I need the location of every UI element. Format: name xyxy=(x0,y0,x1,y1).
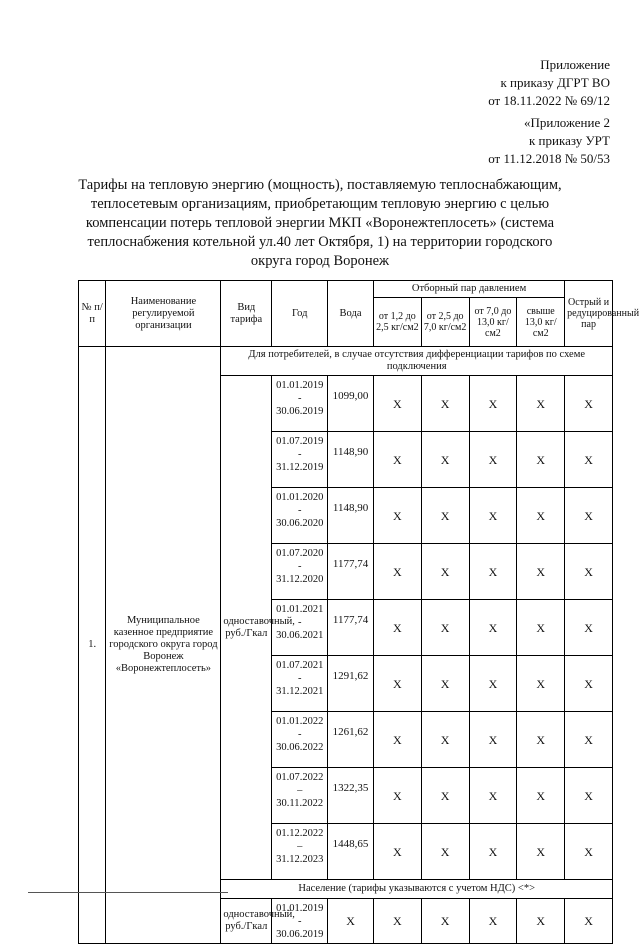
water-tariff: 1099,00 xyxy=(328,376,374,432)
na-mark: X xyxy=(421,768,469,824)
tariff-type: одноставочный, руб./Гкал xyxy=(221,376,272,880)
na-mark: X xyxy=(517,712,565,768)
period-cell xyxy=(272,656,328,712)
header-pressure-1: от 1,2 до 2,5 кг/см2 xyxy=(373,298,421,347)
org-name: Муниципальное казенное предприятие городского округа город Воронеж «Воронежтеплосеть» xyxy=(106,347,221,944)
na-mark: X xyxy=(469,600,517,656)
header-pressure-3: от 7,0 до 13,0 кг/см2 xyxy=(469,298,517,347)
na-mark: X xyxy=(517,768,565,824)
na-mark: X xyxy=(421,899,469,944)
period-cell xyxy=(272,768,328,824)
na-mark: X xyxy=(421,544,469,600)
na-mark: X xyxy=(517,824,565,880)
na-mark: X xyxy=(373,899,421,944)
na-mark: X xyxy=(469,376,517,432)
na-mark: X xyxy=(469,544,517,600)
na-mark: X xyxy=(517,656,565,712)
period-from: 01.07.2019 xyxy=(276,436,324,447)
header-num: № п/п xyxy=(79,281,106,347)
na-mark: X xyxy=(373,432,421,488)
na-mark: X xyxy=(373,600,421,656)
na-mark: X xyxy=(421,712,469,768)
water-tariff: 1291,62 xyxy=(328,656,374,712)
na-mark: X xyxy=(469,768,517,824)
water-tariff: 1148,90 xyxy=(328,488,374,544)
na-mark: X xyxy=(565,432,613,488)
water-tariff: 1448,65 xyxy=(328,824,374,880)
period-sep: - xyxy=(297,916,302,927)
period-cell xyxy=(272,600,328,656)
na-mark: X xyxy=(373,768,421,824)
header-tariff-type: Вид тарифа xyxy=(221,281,272,347)
na-mark: X xyxy=(565,712,613,768)
na-mark: X xyxy=(421,376,469,432)
na-mark: X xyxy=(565,600,613,656)
na-mark: X xyxy=(565,376,613,432)
section-consumers: Для потребителей, в случае отсутствия дифференциации тарифов по схеме подключения xyxy=(221,347,613,376)
water-tariff: 1177,74 xyxy=(328,544,374,600)
period-to: 31.12.2020 xyxy=(276,574,324,585)
appendix-line: Приложение xyxy=(540,57,610,72)
period-from: 01.07.2021 xyxy=(276,660,324,671)
period-from: 01.01.2022 xyxy=(276,716,324,727)
na-mark: X xyxy=(565,824,613,880)
appendix-line: от 11.12.2018 № 50/53 xyxy=(488,151,610,166)
na-mark: X xyxy=(421,488,469,544)
period-to: 30.06.2021 xyxy=(276,630,324,641)
na-mark: X xyxy=(469,432,517,488)
period-sep: - xyxy=(297,393,302,404)
row-number: 1. xyxy=(79,347,106,944)
period-to: 30.06.2020 xyxy=(276,518,324,529)
period-cell xyxy=(272,488,328,544)
na-mark: X xyxy=(517,600,565,656)
header-water: Вода xyxy=(328,281,374,347)
na-mark: X xyxy=(373,544,421,600)
period-cell xyxy=(272,712,328,768)
period-to: 30.06.2022 xyxy=(276,742,324,753)
period-from: 01.07.2022 xyxy=(276,772,324,783)
header-org: Наименование регулируемой организации xyxy=(106,281,221,347)
tariff-type: одноставочный, руб./Гкал xyxy=(221,899,272,944)
tariff-table xyxy=(78,280,640,944)
na-mark: X xyxy=(517,376,565,432)
appendix-header-1 xyxy=(488,56,610,110)
period-from: 01.01.2020 xyxy=(276,492,324,503)
section-population: Население (тарифы указываются с учетом НДС) <*> xyxy=(221,880,613,899)
period-sep: - xyxy=(297,673,302,684)
header-pressure-2: от 2,5 до 7,0 кг/см2 xyxy=(421,298,469,347)
period-to: 31.12.2021 xyxy=(276,686,324,697)
na-mark: X xyxy=(565,544,613,600)
na-mark: X xyxy=(373,656,421,712)
header-pressure-4: свыше 13,0 кг/см2 xyxy=(517,298,565,347)
header-steam-group: Отборный пар давлением xyxy=(373,281,564,298)
period-sep: – xyxy=(297,841,303,852)
appendix-line: к приказу УРТ xyxy=(528,133,610,148)
na-mark: X xyxy=(373,376,421,432)
na-mark: X xyxy=(517,432,565,488)
period-from: 01.01.2019 xyxy=(276,903,324,914)
na-mark: X xyxy=(421,432,469,488)
na-mark: X xyxy=(565,656,613,712)
na-mark: X xyxy=(421,600,469,656)
period-from: 01.01.2019 xyxy=(276,380,324,391)
na-mark: X xyxy=(565,488,613,544)
na-mark: X xyxy=(517,544,565,600)
water-tariff: 1261,62 xyxy=(328,712,374,768)
na-mark: X xyxy=(469,712,517,768)
period-to: 30.06.2019 xyxy=(276,406,324,417)
na-mark: X xyxy=(373,824,421,880)
header-year: Год xyxy=(272,281,328,347)
period-cell xyxy=(272,544,328,600)
period-cell xyxy=(272,824,328,880)
period-to: 30.06.2019 xyxy=(276,929,324,940)
water-tariff: 1177,74 xyxy=(328,600,374,656)
period-sep: - xyxy=(297,729,302,740)
document-title: Тарифы на тепловую энергию (мощность), поставляемую теплоснабжающим, теплосетевым организациям, приобретающим тепловую энергию с целью компенсации потерь тепловой энергии МКП «Воронежтеплосеть» (система теплоснабжения котельной ул.40 лет Октября, 1) на территории городского округа город Воронеж xyxy=(78,177,562,269)
na-mark: X xyxy=(373,712,421,768)
appendix-line: к приказу ДГРТ ВО xyxy=(500,75,610,90)
water-tariff: 1148,90 xyxy=(328,432,374,488)
period-cell xyxy=(272,899,328,944)
na-mark: X xyxy=(565,899,613,944)
na-mark: X xyxy=(517,899,565,944)
appendix-header-2 xyxy=(488,114,610,168)
period-from: 01.01.2021 xyxy=(276,604,324,615)
period-to: 31.12.2023 xyxy=(276,854,324,865)
period-sep: - xyxy=(297,617,302,628)
period-sep: - xyxy=(297,505,302,516)
appendix-line: «Приложение 2 xyxy=(523,115,610,130)
appendix-line: от 18.11.2022 № 69/12 xyxy=(488,93,610,108)
na-mark: X xyxy=(517,488,565,544)
period-cell xyxy=(272,376,328,432)
period-from: 01.12.2022 xyxy=(276,828,324,839)
period-cell xyxy=(272,432,328,488)
period-sep: - xyxy=(297,561,302,572)
footnote-divider xyxy=(28,892,228,893)
period-from: 01.07.2020 xyxy=(276,548,324,559)
na-mark: X xyxy=(469,488,517,544)
header-sharp-steam: Острый и редуцированный пар xyxy=(565,281,613,347)
water-tariff: 1322,35 xyxy=(328,768,374,824)
na-mark: X xyxy=(565,768,613,824)
period-to: 31.12.2019 xyxy=(276,462,324,473)
period-to: 30.11.2022 xyxy=(276,798,324,809)
period-sep: – xyxy=(297,785,303,796)
na-mark: X xyxy=(469,824,517,880)
na-mark: X xyxy=(469,656,517,712)
na-mark: X xyxy=(373,488,421,544)
water-tariff: X xyxy=(328,899,374,944)
na-mark: X xyxy=(421,824,469,880)
period-sep: - xyxy=(297,449,302,460)
na-mark: X xyxy=(469,899,517,944)
na-mark: X xyxy=(421,656,469,712)
